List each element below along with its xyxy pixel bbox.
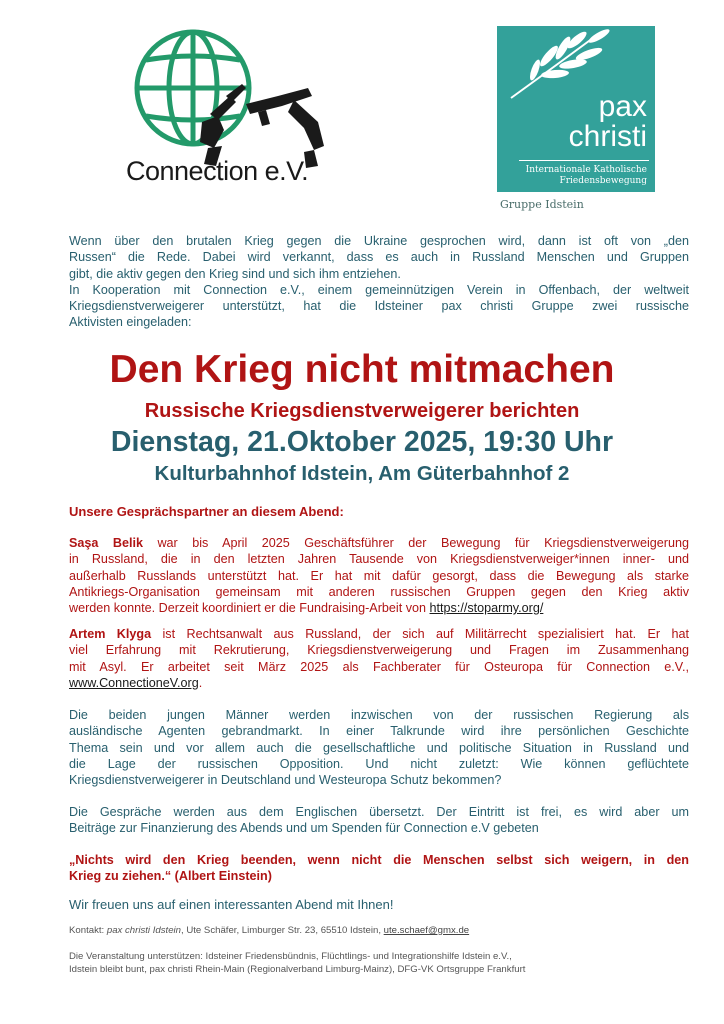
stoparmy-link[interactable]: https://stoparmy.org/ bbox=[429, 601, 544, 616]
translation-line: Die Gespräche werden aus dem Englischen übersetzt. Der Eintritt ist frei, es wird aber um bbox=[69, 805, 689, 819]
partner-klyga-text: ist Rechtsanwalt aus Russland, der sich auf Militärrecht spezialisiert hat. Er hat bbox=[162, 627, 689, 641]
talk-line: die Lage der russischen Opposition. Und nicht zuletzt: Wie können geflüchtete bbox=[69, 756, 689, 771]
quote-line: „Nichts wird den Krieg beenden, wenn nicht die Menschen selbst sich weigern, in den bbox=[69, 853, 689, 867]
talk-line: Kriegsdienstverweigerer in Deutschland und Westeuropa Schutz bekommen? bbox=[69, 773, 502, 788]
partner-belik-text: war bis April 2025 Geschäftsführer der Bewegung für Kriegsdienstverweigerung bbox=[157, 536, 689, 550]
quote-line: Krieg zu ziehen.“ (Albert Einstein) bbox=[69, 869, 272, 884]
partner-klyga bbox=[69, 626, 689, 691]
contact-group: pax christi Idstein bbox=[106, 925, 181, 936]
pax-christi-word-christi: christi bbox=[568, 120, 647, 153]
translation-paragraph bbox=[69, 804, 689, 837]
intro-line: gibt, die aktiv gegen den Krieg sind und sich ihm entziehen. bbox=[69, 266, 401, 281]
contact-address: , Ute Schäfer, Limburger Str. 23, 65510 Idstein, bbox=[181, 925, 381, 936]
partner-klyga-first-line bbox=[69, 626, 689, 642]
event-subtitle: Russische Kriegsdienstverweigerer berichten bbox=[144, 400, 580, 422]
event-title: Den Krieg nicht mitmachen bbox=[109, 348, 615, 391]
closing-text: Wir freuen uns auf einen interessanten Abend mit Ihnen! bbox=[69, 897, 394, 912]
talk-line: Thema sein und vor allem auch die gesellschaftliche und politische Situation in Russland und bbox=[69, 740, 689, 755]
footer-sponsors bbox=[69, 951, 689, 976]
talk-line: Die beiden jungen Männer werden inzwischen von der russischen Regierung als bbox=[69, 708, 689, 722]
partner-belik-line: in Russland, die in den letzten Jahren Tausende von Kriegsdienstverweiger*innen inner- und bbox=[69, 552, 689, 567]
partner-belik-line: werden konnte. Derzeit koordiniert er die Fundraising-Arbeit von bbox=[69, 601, 427, 616]
pax-christi-subtitle-line1: Internationale Katholische bbox=[525, 165, 647, 175]
footer-contact bbox=[69, 925, 689, 938]
contact-email-link[interactable]: ute.schaef@gmx.de bbox=[383, 925, 470, 936]
intro-line: Wenn über den brutalen Krieg gegen die Ukraine gesprochen wird, dann ist oft von „den bbox=[69, 234, 689, 248]
partner-belik bbox=[69, 535, 689, 616]
partner-klyga-link-suffix: . bbox=[198, 675, 203, 690]
intro-line: Aktivisten eingeladen: bbox=[69, 315, 192, 330]
intro-line: In Kooperation mit Connection e.V., einem gemeinnützigen Verein in Offenbach, der weltweit bbox=[69, 282, 689, 297]
partner-belik-name: Saşa Belik bbox=[69, 536, 143, 550]
contact-label: Kontakt: bbox=[69, 925, 105, 936]
connection-name: Connection e.V. bbox=[126, 156, 309, 186]
partner-klyga-last-line bbox=[69, 675, 689, 691]
event-date: Dienstag, 21.Oktober 2025, 19:30 Uhr bbox=[110, 426, 614, 458]
connection-website-link[interactable]: www.ConnectioneV.org bbox=[69, 675, 199, 690]
pax-christi-word-pax: pax bbox=[598, 90, 647, 123]
partner-klyga-line: viel Erfahrung mit Rekrutierung, Kriegsdienstverweigerung und Fragen im Zusammenhang bbox=[69, 643, 689, 658]
einstein-quote bbox=[69, 852, 689, 885]
sponsors-line: Idstein bleibt bunt, pax christi Rhein-Main (Regionalverband Limburg-Mainz), DFG-VK Ortsgruppe Frankfurt bbox=[69, 963, 526, 975]
pax-christi-subtitle-line2: Friedensbewegung bbox=[559, 176, 647, 186]
talk-line: ausländische Agenten gebrandmarkt. In einer Talkrunde wird ihre persönlichen Geschichte bbox=[69, 724, 689, 739]
partner-klyga-line: mit Asyl. Er arbeitet seit März 2025 als Fachberater für Osteuropa für Connection e.V., bbox=[69, 659, 689, 674]
intro-paragraph bbox=[69, 233, 689, 331]
event-place: Kulturbahnhof Idstein, Am Güterbahnhof 2 bbox=[154, 462, 570, 485]
partner-belik-last-line bbox=[69, 600, 689, 616]
partners-heading: Unsere Gesprächspartner an diesem Abend: bbox=[69, 504, 344, 519]
pax-christi-logo bbox=[497, 26, 655, 192]
partner-belik-line: Antikriegs-Organisation gemeinsam mit anderen russischen Gruppen gegen den Krieg aktiv bbox=[69, 584, 689, 599]
partner-belik-first-line bbox=[69, 535, 689, 551]
sponsors-line: Die Veranstaltung unterstützen: Idsteiner Friedensbündnis, Flüchtlings- und Integrationshilfe Idstein e.V., bbox=[69, 951, 512, 962]
pax-christi-divider bbox=[519, 160, 649, 161]
intro-line: Russen“ die Rede. Dabei wird verkannt, dass es auch in Russland Menschen und Gruppen bbox=[69, 250, 689, 265]
translation-line: Beiträge zur Finanzierung des Abends und um Spenden für Connection e.V gebeten bbox=[69, 821, 539, 836]
intro-line: Kriegsdienstverweigerer unterstützt, hat die Idsteiner pax christi Gruppe zwei russische bbox=[69, 299, 689, 314]
partner-belik-line: außerhalb Russlands unterstützt hat. Er hat mit dafür gesorgt, dass die Bewegung als starke bbox=[69, 568, 689, 583]
pax-christi-group: Gruppe Idstein bbox=[500, 198, 584, 211]
talk-paragraph bbox=[69, 707, 689, 788]
partner-klyga-name: Artem Klyga bbox=[69, 627, 152, 641]
